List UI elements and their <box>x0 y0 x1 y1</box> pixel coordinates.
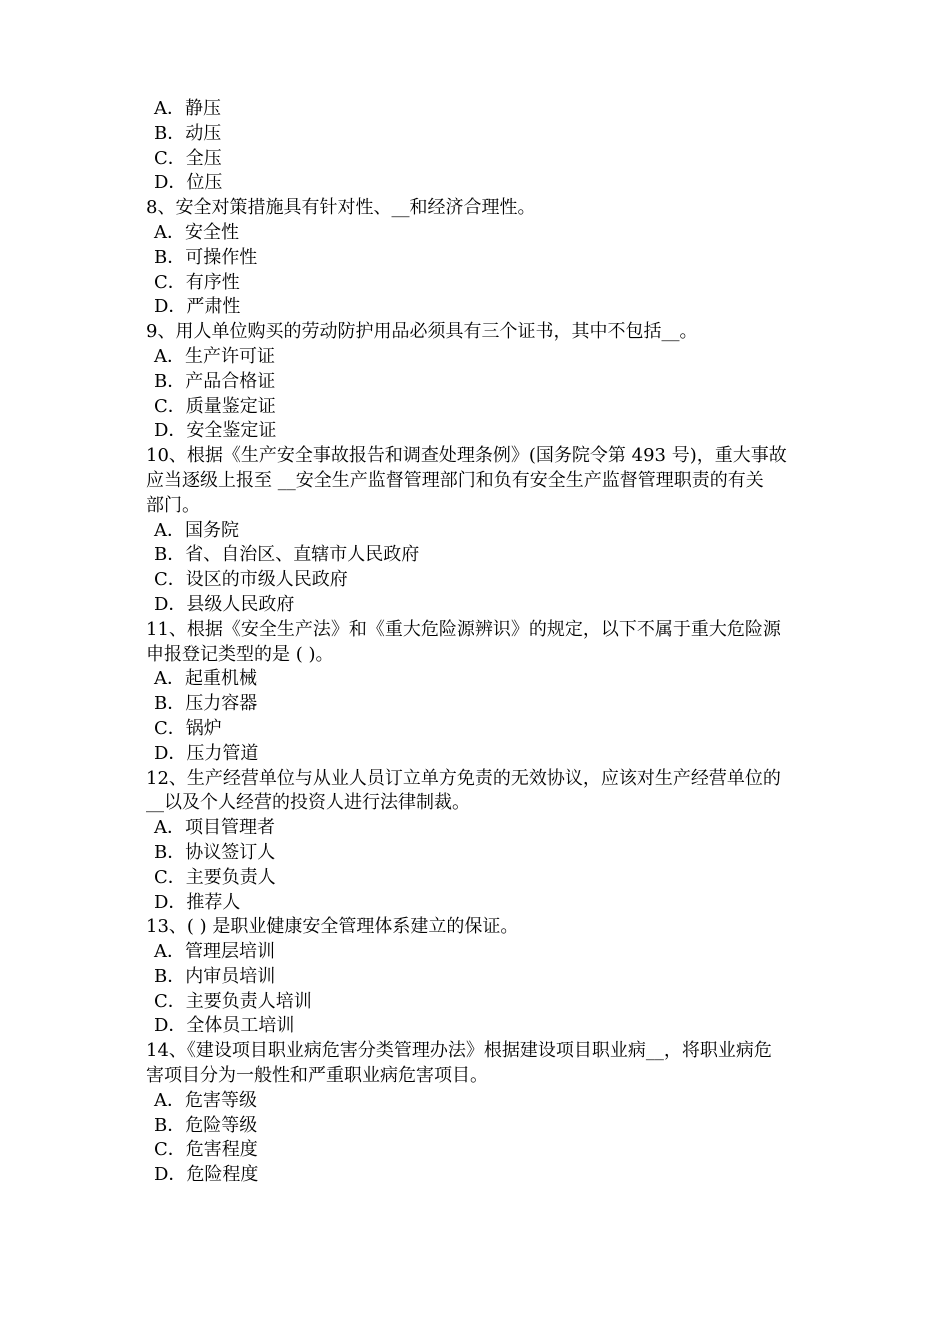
option: D．全体员工培训 <box>154 1015 295 1037</box>
option: B．可操作性 <box>154 246 258 268</box>
question-text: 12、生产经营单位与从业人员订立单方免责的无效协议，应该对生产经营单位的 <box>146 767 781 789</box>
question-9 <box>0 320 950 444</box>
question-text: 14、《建设项目职业病危害分类管理办法》根据建设项目职业病__，将职业病危 <box>146 1040 772 1062</box>
question-text: __以及个人经营的投资人进行法律制裁。 <box>146 792 470 814</box>
question-12 <box>0 767 950 916</box>
question-text: 部门。 <box>146 494 200 516</box>
option: A．起重机械 <box>154 668 257 690</box>
option: D．安全鉴定证 <box>154 420 277 442</box>
question-text: 10、根据《生产安全事故报告和调查处理条例》(国务院令第 493 号)，重大事故 <box>146 445 787 467</box>
option: B．产品合格证 <box>154 370 276 392</box>
option: C．主要负责人 <box>154 866 276 888</box>
question-10 <box>0 444 950 618</box>
question-text: 11、根据《安全生产法》和《重大危险源辨识》的规定，以下不属于重大危险源 <box>146 618 781 640</box>
option: C．主要负责人培训 <box>154 990 312 1012</box>
option: B．动压 <box>154 122 222 144</box>
option: A．管理层培训 <box>154 941 275 963</box>
option: D．推荐人 <box>154 891 241 913</box>
option: A．危害等级 <box>154 1089 257 1111</box>
option: A．静压 <box>154 98 221 119</box>
option: A．安全性 <box>154 221 239 243</box>
question-text: 9、用人单位购买的劳动防护用品必须具有三个证书，其中不包括__。 <box>146 321 698 343</box>
option: C．锅炉 <box>154 717 222 739</box>
option: C．危害程度 <box>154 1139 258 1161</box>
option: D．压力管道 <box>154 742 259 764</box>
option: B．压力容器 <box>154 693 258 715</box>
option: C．设区的市级人民政府 <box>154 569 348 591</box>
option: D．县级人民政府 <box>154 593 295 615</box>
question-8 <box>0 196 950 320</box>
lead-options <box>0 97 950 196</box>
option: D．危险程度 <box>154 1164 259 1186</box>
question-11 <box>0 618 950 767</box>
option: C．有序性 <box>154 271 240 293</box>
question-text: 8、安全对策措施具有针对性、__和经济合理性。 <box>146 197 536 219</box>
option: A．国务院 <box>154 519 239 541</box>
option: A．项目管理者 <box>154 817 275 839</box>
option: B．协议签订人 <box>154 841 276 863</box>
question-text: 应当逐级上报至 __安全生产监督管理部门和负有安全生产监督管理职责的有关 <box>146 469 764 491</box>
option: B．内审员培训 <box>154 965 276 987</box>
question-14 <box>0 1039 950 1188</box>
question-text: 13、( ) 是职业健康安全管理体系建立的保证。 <box>146 916 519 938</box>
option: D．严肃性 <box>154 296 241 318</box>
option: D．位压 <box>154 172 223 194</box>
option: B．省、自治区、直辖市人民政府 <box>154 544 420 566</box>
option: C．全压 <box>154 147 222 169</box>
question-13 <box>0 915 950 1039</box>
option: A．生产许可证 <box>154 345 275 367</box>
option: B．危险等级 <box>154 1114 258 1136</box>
question-text: 申报登记类型的是 ( )。 <box>146 643 334 665</box>
question-text: 害项目分为一般性和严重职业病危害项目。 <box>146 1065 488 1087</box>
option: C．质量鉴定证 <box>154 395 276 417</box>
